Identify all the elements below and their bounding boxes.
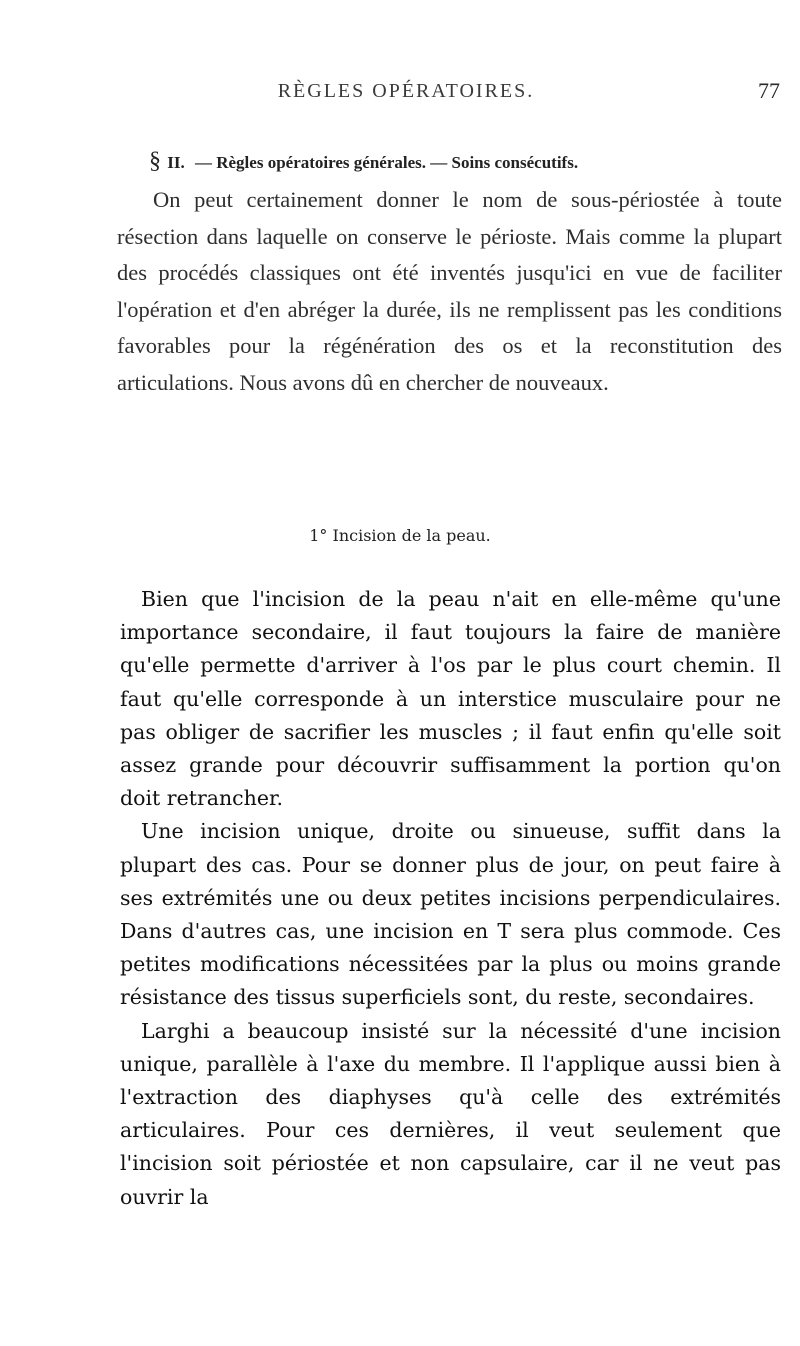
paragraph-larghi: Larghi a beaucoup insisté sur la nécessité d'une incision unique, parallèle à l'axe du membre. Il l'applique aussi bien à l'extraction des diaphyses qu'à celle des extrémités articulaires. Pour ces dernières, il veut seulement que l'incision soit périostée et non capsulaire, car il ne veut pas ouvrir la [120, 1018, 781, 1209]
paragraph-incision-forms: Une incision unique, droite ou sinueuse, suffit dans la plupart des cas. Pour se donner plus de jour, on peut faire à ses extrémités une ou deux petites incisions perpendiculaires. Dans d'autres cas, une incision en T sera plus commode. Ces petites modifications nécessitées par la plus ou moins grande résistance des tissus superficiels sont, du reste, secondaires. [120, 819, 781, 1010]
body-text [120, 583, 781, 1214]
running-head [120, 76, 780, 112]
running-title: RÈGLES OPÉRATOIRES. [277, 80, 535, 102]
section-number: II. [167, 153, 185, 172]
intro-paragraph: On peut certainement donner le nom de sous-périostée à toute résection dans laquelle on conserve le périoste. Mais comme la plupart des procédés classiques ont été inventés jusqu'ici en vue de faciliter l'opération et d'en abréger la durée, ils ne remplissent pas les conditions favorables pour la régénération des os et la reconstitution des articulations. Nous avons dû en chercher de nouveaux. [117, 187, 782, 395]
section-mark: § [149, 148, 161, 174]
section-heading [149, 148, 789, 176]
page-number: 77 [758, 78, 780, 103]
intro-block [117, 182, 782, 401]
subsection-heading: 1° Incision de la peau. [309, 526, 491, 545]
section-title: — Règles opératoires générales. — Soins consécutifs. [194, 153, 579, 172]
paragraph-incision-purpose: Bien que l'incision de la peau n'ait en elle-même qu'une importance secondaire, il faut toujours la faire de manière qu'elle permette d'arriver à l'os par le plus court chemin. Il faut qu'elle corresponde à un interstice musculaire pour ne pas obliger de sacrifier les muscles ; il faut enfin qu'elle soit assez grande pour découvrir suffisamment la portion qu'on doit retrancher. [120, 587, 781, 811]
